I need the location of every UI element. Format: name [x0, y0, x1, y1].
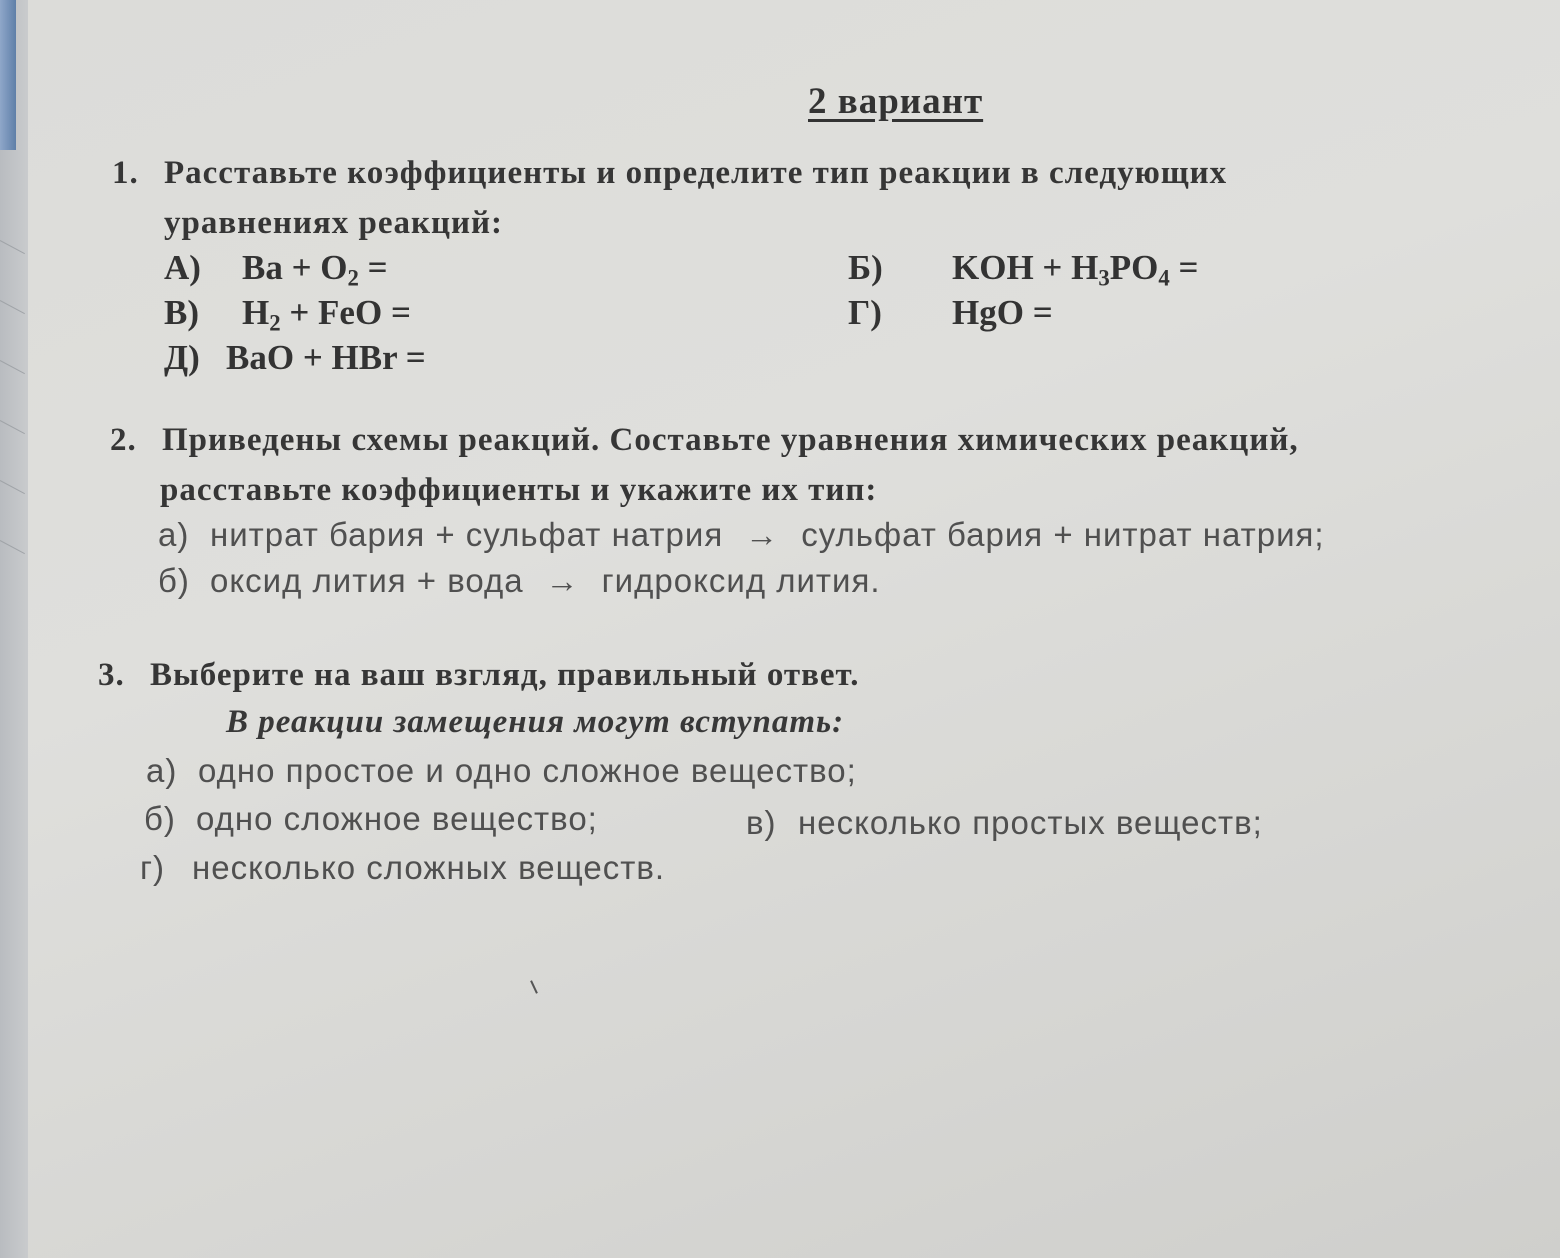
q2-text-line2: расставьте коэффициенты и укажите их тип:	[160, 472, 878, 508]
q1-item-a: А) $Ba + O_2$ =	[164, 248, 388, 291]
q3-option-a: а) одно простое и одно сложное вещество;	[146, 752, 857, 789]
q1-item-b: Б) KOH + $H_3PO_4$ =	[848, 248, 1199, 291]
q2-number: 2.	[110, 422, 137, 458]
q2-line1	[110, 422, 1299, 459]
q2-item-a: а) нитрат бария + сульфат натрия → сульфат бария + нитрат натрия;	[158, 516, 1325, 553]
q1-number: 1.	[112, 155, 139, 191]
notebook-line	[0, 360, 25, 374]
arrow-icon: →	[545, 562, 580, 599]
q1-item-v: В) $H_2$ + FeO =	[164, 293, 411, 336]
page-title: 2 вариант	[808, 81, 984, 122]
q3-text-line1: Выберите на ваш взгляд, правильный ответ.	[150, 657, 860, 693]
pen-tip	[0, 0, 16, 150]
q2-text-line1: Приведены схемы реакций. Составьте уравнения химических реакций,	[162, 422, 1299, 458]
notebook-line	[0, 300, 25, 314]
q3-option-b: б) одно сложное вещество;	[144, 800, 598, 837]
notebook-line	[0, 540, 25, 554]
arrow-icon: →	[745, 516, 780, 553]
q2-item-b: б) оксид лития + вода → гидроксид лития.	[158, 562, 881, 599]
notebook-line	[0, 480, 25, 494]
q1-line1	[112, 155, 1227, 192]
q3-number: 3.	[98, 657, 125, 693]
q3-prompt: В реакции замещения могут вступать:	[226, 704, 845, 740]
q1-text-line1: Расставьте коэффициенты и определите тип реакции в следующих	[164, 155, 1228, 191]
notebook-line	[0, 240, 25, 254]
q3-option-g: г) несколько сложных веществ.	[140, 849, 666, 886]
q3-line1	[98, 657, 860, 694]
q1-item-d: Д) BaO + HBr =	[164, 338, 426, 377]
q1-text-line2: уравнениях реакций:	[164, 205, 504, 241]
notebook-line	[0, 420, 25, 434]
left-notebook-edge	[0, 0, 29, 1258]
q3-option-v: в) несколько простых веществ;	[746, 804, 1263, 841]
q1-item-g: Г) HgO =	[848, 293, 1053, 332]
